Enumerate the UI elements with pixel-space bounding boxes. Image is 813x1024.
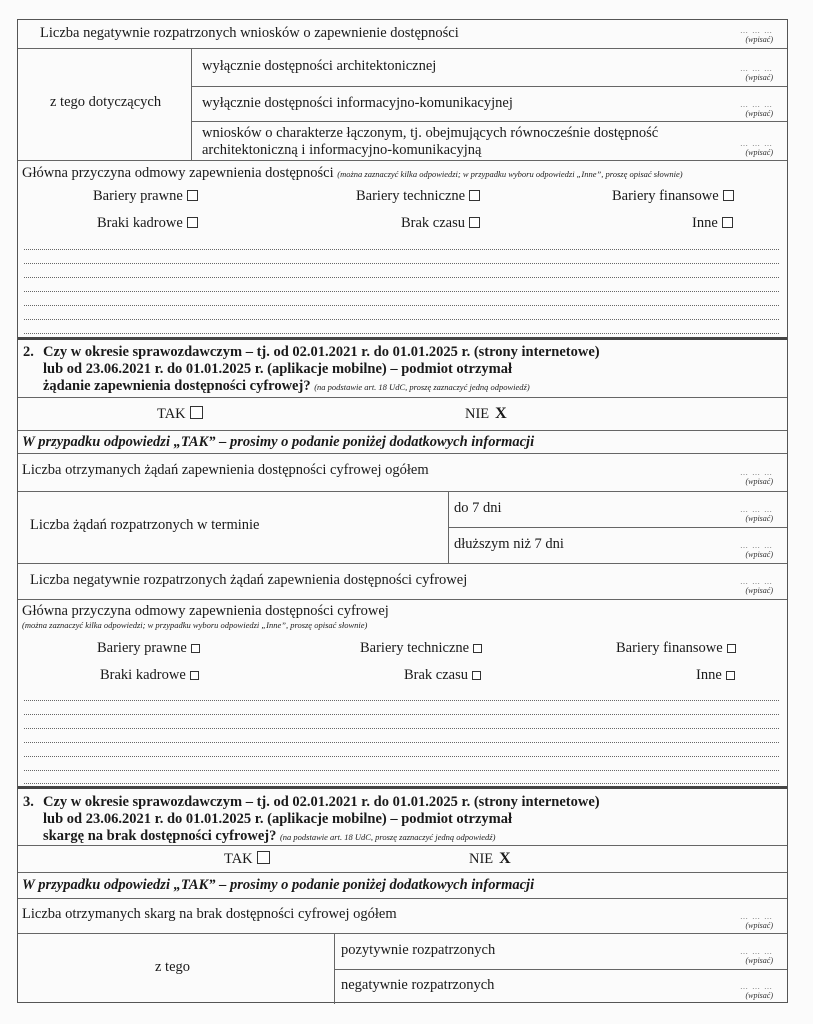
architectural-input[interactable]: … … … (wpisać) [740,64,773,82]
q3-negative-input[interactable]: … … … (wpisać) [740,982,773,1000]
row-q2-on-time: Liczba żądań rozpatrzonych w terminie do 7 dni … … … (wpisać) dłuższym niż 7 dni … … … (wpisać) [18,492,787,564]
question-2-answer [18,398,787,431]
checkbox[interactable] [187,217,198,228]
option-staff-shortage[interactable]: Braki kadrowe [97,215,198,232]
row-negative-applications [18,20,787,49]
option-technical-barriers[interactable]: Bariery techniczne [360,640,482,657]
reasons-title: Główna przyczyna odmowy zapewnienia dostępności cyfrowej [22,603,389,619]
breakdown-item-combined: wniosków o charakterze łączonym, tj. obejmujących równocześnie dostępność architektoniczną i informacyjno-komunikacyjną … … … (wpisać) [202,125,773,158]
question-2-header: 2. Czy w okresie sprawozdawczym – tj. od 02.01.2021 r. do 01.01.2025 r. (strony internetowe) lub od 23.06.2021 r. do 01.01.2025 r. (aplikacje mobilne) – podmiot otrzymał żądanie zapewnienia dostępności cyfrowej? (na podstawie art. 18 UdC, proszę zaznaczyć jedną odpowiedź) [18,340,787,398]
checked-x-mark: X [499,850,511,867]
breakdown-items [191,49,787,160]
q2-within-7-days: do 7 dni … … … (wpisać) [449,492,787,528]
option-legal-barriers[interactable]: Bariery prawne [97,640,200,657]
breakdown-label: z tego dotyczących [50,94,162,110]
option-other[interactable]: Inne [696,667,735,684]
breakdown-label-cell [18,49,191,160]
accessibility-report-form [17,19,788,1003]
q2-within-7-days-input[interactable]: … … … (wpisać) [740,505,773,523]
checkbox[interactable] [723,190,734,201]
q3-positive-input[interactable]: … … … (wpisać) [740,947,773,965]
option-financial-barriers[interactable]: Bariery finansowe [612,188,734,205]
option-other[interactable]: Inne [692,215,733,232]
refusal-reasons-section-2 [18,600,787,789]
checkbox[interactable] [257,851,270,864]
checkbox[interactable] [469,190,480,201]
question-3-followup: W przypadku odpowiedzi „TAK” – prosimy o podanie poniżej dodatkowych informacji [18,873,787,899]
checkbox[interactable] [190,671,199,680]
row-q3-breakdown: z tego pozytywnie rozpatrzonych … … … (wpisać) negatywnie rozpatrzonych … … … (wpisać) [18,934,787,1004]
q3-negative: negatywnie rozpatrzonych … … … (wpisać) [341,977,773,1000]
question-2-followup: W przypadku odpowiedzi „TAK” – prosimy o podanie poniżej dodatkowych informacji [18,431,787,454]
row-q3-total: Liczba otrzymanych skarg na brak dostępności cyfrowej ogółem … … … (wpisać) [18,899,787,934]
q3-total-input[interactable]: … … … (wpisać) [740,912,773,930]
question-3-number: 3. [23,794,34,810]
q3-no-option[interactable]: NIE X [469,850,511,867]
combined-input[interactable]: … … … (wpisać) [740,139,773,157]
checked-x-mark: X [495,405,507,422]
checkbox[interactable] [722,217,733,228]
checkbox[interactable] [190,406,203,419]
row-q2-total: Liczba otrzymanych żądań zapewnienia dostępności cyfrowej ogółem … … … (wpisać) [18,454,787,492]
option-legal-barriers[interactable]: Bariery prawne [93,188,198,205]
option-staff-shortage[interactable]: Braki kadrowe [100,667,199,684]
reasons-title: Główna przyczyna odmowy zapewnienia dostępności [22,165,334,181]
checkbox[interactable] [472,671,481,680]
question-3-answer [18,846,787,873]
q2-yes-option[interactable]: TAK [157,406,203,423]
option-lack-of-time[interactable]: Brak czasu [404,667,481,684]
reasons-note: (można zaznaczyć kilka odpowiedzi; w przypadku wyboru odpowiedzi „Inne”, proszę opisać słownie) [22,620,368,630]
breakdown-block [18,49,787,161]
q2-over-7-days-input[interactable]: … … … (wpisać) [740,541,773,559]
q3-positive: pozytywnie rozpatrzonych … … … (wpisać) [335,934,787,970]
q2-negative-input[interactable]: … … … (wpisać) [740,577,773,595]
option-lack-of-time[interactable]: Brak czasu [401,215,480,232]
q3-yes-option[interactable]: TAK [224,851,270,868]
checkbox[interactable] [727,644,736,653]
checkbox[interactable] [191,644,200,653]
negative-applications-label: Liczba negatywnie rozpatrzonych wniosków o zapewnienie dostępności [40,25,459,41]
question-2-number: 2. [23,344,34,360]
row-q2-negative: Liczba negatywnie rozpatrzonych żądań zapewnienia dostępności cyfrowej … … … (wpisać) [18,564,787,600]
checkbox[interactable] [473,644,482,653]
checkbox[interactable] [469,217,480,228]
reasons-note: (można zaznaczyć kilka odpowiedzi; w przypadku wyboru odpowiedzi „Inne”, proszę opisać słownie) [337,169,683,179]
checkbox[interactable] [726,671,735,680]
negative-applications-input[interactable]: … … … (wpisać) [740,26,773,44]
question-3-header: 3. Czy w okresie sprawozdawczym – tj. od 02.01.2021 r. do 01.01.2025 r. (strony internetowe) lub od 23.06.2021 r. do 01.01.2025 r. (aplikacje mobilne) – podmiot otrzymał skargę na brak dostępności cyfrowej? (na podstawie art. 18 UdC, proszę zaznaczyć jedną odpowiedź) [18,789,787,846]
q2-total-input[interactable]: … … … (wpisać) [740,468,773,486]
checkbox[interactable] [187,190,198,201]
q2-no-option[interactable]: NIE X [465,405,507,422]
breakdown-item-informational: wyłącznie dostępności informacyjno-komunikacyjnej … … … (wpisać) [192,87,787,122]
option-financial-barriers[interactable]: Bariery finansowe [616,640,736,657]
informational-input[interactable]: … … … (wpisać) [740,100,773,118]
refusal-reasons-section-1 [18,161,787,340]
breakdown-item-architectural: wyłącznie dostępności architektonicznej … … … (wpisać) [192,49,787,87]
q2-over-7-days: dłuższym niż 7 dni … … … (wpisać) [454,536,773,559]
option-technical-barriers[interactable]: Bariery techniczne [356,188,480,205]
